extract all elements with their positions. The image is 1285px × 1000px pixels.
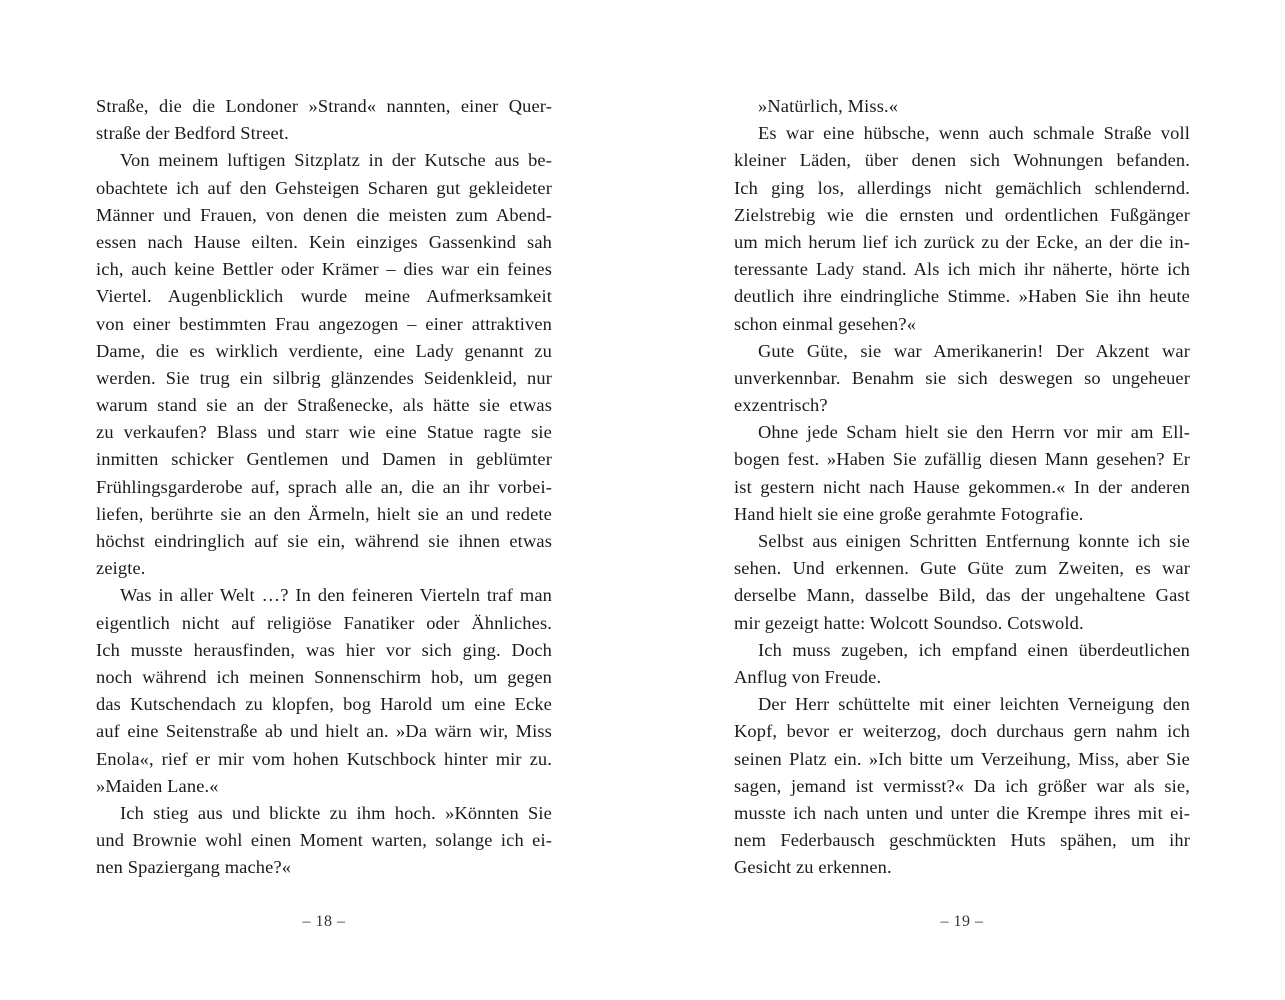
- text-line: exzentrisch?: [734, 395, 828, 416]
- right-page-text: [734, 93, 1190, 881]
- text-line: Männer und Frauen, von denen die meisten zum Abend-: [96, 204, 552, 225]
- text-line: und Brownie wohl einen Moment warten, solange ich ei-: [96, 830, 552, 851]
- text-line: Der Herr schüttelte mit einer leichten Verneigung den: [758, 694, 1190, 715]
- text-line: straße der Bedford Street.: [96, 123, 289, 144]
- text-line: derselbe Mann, dasselbe Bild, das der ungehaltene Gast: [734, 585, 1190, 606]
- text-line: »Natürlich, Miss.«: [758, 96, 899, 116]
- text-line: Anflug von Freude.: [734, 666, 882, 687]
- page-number-left: – 18 –: [302, 913, 346, 930]
- text-line: Ich muss zugeben, ich empfand einen überdeutlichen: [758, 639, 1190, 660]
- text-line: nem Federbausch geschmückten Huts spähen, um ihr: [734, 830, 1190, 851]
- text-line: Frühlingsgarderobe auf, sprach alle an, die an ihr vorbei-: [96, 476, 552, 497]
- text-line: obachtete ich auf den Gehsteigen Scharen gut gekleideter: [96, 177, 552, 198]
- text-line: ist gestern nicht nach Hause gekommen.« In der anderen: [734, 476, 1190, 497]
- text-line: zeigte.: [96, 558, 146, 579]
- text-line: mir gezeigt hatte: Wolcott Soundso. Cotswold.: [734, 612, 1084, 633]
- text-line: auf eine Seitenstraße ab und hielt an. »Da wärn wir, Miss: [96, 721, 552, 742]
- text-line: nen Spaziergang mache?«: [96, 857, 292, 878]
- text-line: ich, auch keine Bettler oder Krämer – dies war ein feines: [96, 259, 552, 280]
- text-line: inmitten schicker Gentlemen und Damen in geblümter: [96, 449, 552, 470]
- text-line: essen nach Hause eilten. Kein einziges Gassenkind sah: [96, 231, 552, 252]
- text-line: noch während ich meinen Sonnenschirm hob, um gegen: [96, 666, 552, 687]
- text-line: sehen. Und erkennen. Gute Güte zum Zweiten, es war: [734, 558, 1190, 579]
- text-line: »Maiden Lane.«: [96, 775, 219, 796]
- text-line: höchst eindringlich auf sie ein, während sie ihnen etwas: [96, 531, 552, 551]
- text-line: Selbst aus einigen Schritten Entfernung konnte ich sie: [758, 531, 1190, 551]
- text-line: teressante Lady stand. Als ich mich ihr näherte, hörte ich: [734, 259, 1190, 280]
- text-line: Enola«, rief er mir vom hohen Kutschbock hinter mir zu.: [96, 748, 552, 769]
- text-line: Straße, die die Londoner »Strand« nannten, einer Quer-: [96, 96, 552, 116]
- text-line: von einer bestimmten Frau angezogen – einer attraktiven: [96, 313, 552, 334]
- text-line: seinen Platz ein. »Ich bitte um Verzeihung, Miss, aber Sie: [734, 748, 1190, 769]
- text-line: unverkennbar. Benahm sie sich deswegen so ungeheuer: [734, 367, 1190, 388]
- text-line: Hand hielt sie eine große gerahmte Fotografie.: [734, 503, 1084, 524]
- text-line: kleiner Läden, über denen sich Wohnungen befanden.: [734, 150, 1190, 171]
- text-line: bogen fest. »Haben Sie zufällig diesen Mann gesehen? Er: [734, 449, 1190, 470]
- text-line: Ich musste herausfinden, was hier vor sich ging. Doch: [96, 639, 552, 660]
- text-line: Es war eine hübsche, wenn auch schmale Straße voll: [758, 123, 1190, 144]
- text-line: sagen, jemand ist vermisst?« Da ich größer war als sie,: [734, 775, 1190, 796]
- text-line: musste ich nach unten und unter die Krempe ihres mit ei-: [734, 802, 1190, 823]
- text-line: Ich ging los, allerdings nicht gemächlich schlendernd.: [734, 177, 1190, 198]
- text-line: um mich herum lief ich zurück zu der Ecke, an der die in-: [734, 231, 1190, 252]
- text-line: eigentlich nicht auf religiöse Fanatiker oder Ähnliches.: [96, 612, 552, 633]
- text-line: Dame, die es wirklich verdiente, eine Lady genannt zu: [96, 340, 552, 361]
- text-line: Viertel. Augenblicklich wurde meine Aufmerksamkeit: [96, 286, 552, 307]
- text-line: Kopf, bevor er weiterzog, doch durchaus gern nahm ich: [734, 721, 1190, 742]
- text-line: deutlich ihre eindringliche Stimme. »Haben Sie ihn heute: [734, 286, 1190, 307]
- text-line: warum stand sie an der Straßenecke, als hätte sie etwas: [96, 395, 552, 416]
- text-line: Was in aller Welt …? In den feineren Vierteln traf man: [120, 585, 552, 606]
- text-line: Gesicht zu erkennen.: [734, 857, 892, 878]
- page-number-right: – 19 –: [940, 913, 984, 930]
- text-line: liefen, berührte sie an den Ärmeln, hielt sie an und redete: [96, 503, 552, 524]
- left-page-text: [96, 93, 552, 881]
- text-line: Gute Güte, sie war Amerikanerin! Der Akzent war: [758, 340, 1190, 361]
- text-line: Von meinem luftigen Sitzplatz in der Kutsche aus be-: [120, 150, 552, 171]
- text-line: zu verkaufen? Blass und starr wie eine Statue ragte sie: [96, 422, 552, 443]
- text-line: das Kutschendach zu klopfen, bog Harold um eine Ecke: [96, 694, 552, 715]
- text-line: schon einmal gesehen?«: [734, 313, 917, 334]
- text-line: werden. Sie trug ein silbrig glänzendes Seidenkleid, nur: [96, 367, 552, 388]
- text-line: Ohne jede Scham hielt sie den Herrn vor mir am Ell-: [758, 422, 1190, 443]
- text-line: Zielstrebig wie die ernsten und ordentlichen Fußgänger: [734, 204, 1190, 225]
- text-line: Ich stieg aus und blickte zu ihm hoch. »Könnten Sie: [120, 802, 552, 823]
